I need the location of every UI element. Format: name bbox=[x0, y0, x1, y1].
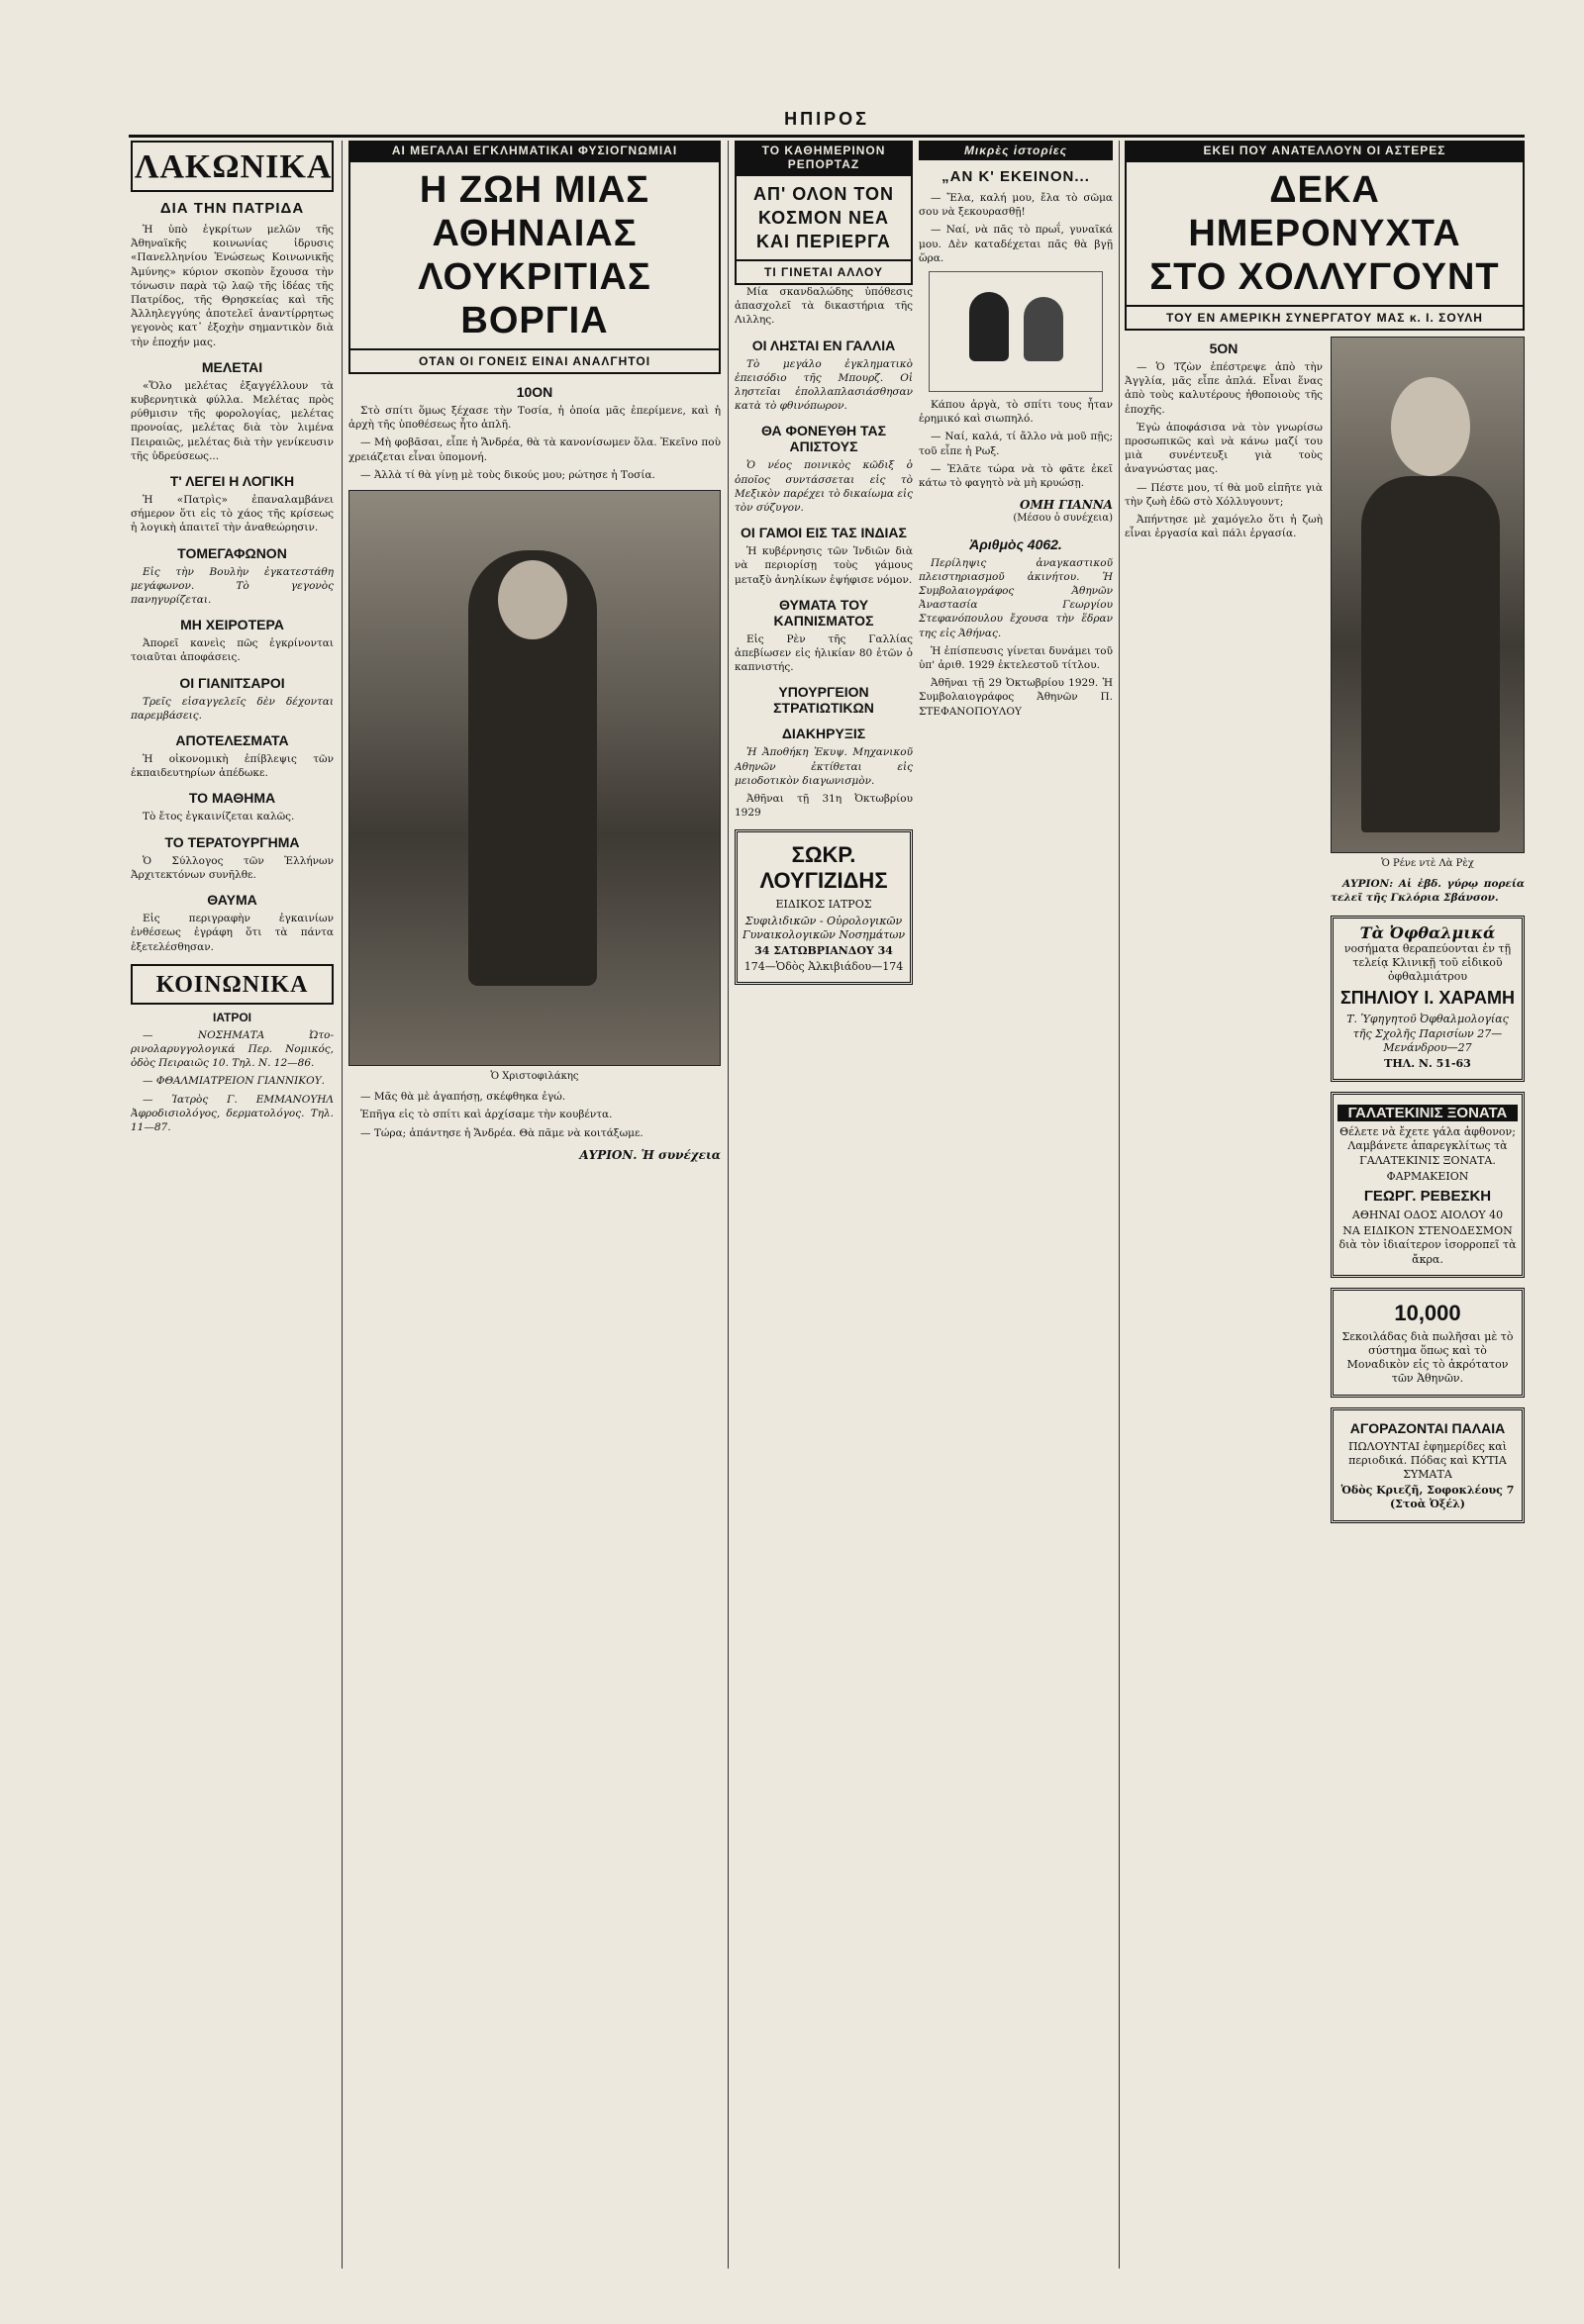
article-text: — Μᾶς θὰ μὲ ἀγαπήσῃ, σκέφθηκα ἐγώ. bbox=[360, 1091, 566, 1104]
article-text: Ἡ κυβέρνησις τῶν Ἰνδιῶν διὰ νὰ περιορίσῃ τοὺς γάμους μεταξὺ ἀνηλίκων ἐψήφισε νόμον. bbox=[735, 545, 913, 586]
article-text: — Τώρα; ἀπάντησε ἡ Ἄνδρέα. Θὰ πᾶμε νὰ κοιτάξωμε. bbox=[360, 1126, 644, 1139]
portrait-photo bbox=[348, 490, 721, 1066]
notice-date: Ἀθῆναι τῇ 31η Ὀκτωβρίου 1929 bbox=[735, 793, 913, 820]
article-text: Ἡ «Πατρὶς» ἐπαναλαμβάνει σήμερον ὅτι εἰς τὸ χάος τῆς κρίσεως ἡ λογικὴ ἀπαιτεῖ τὴν ἀναθεώρησιν. bbox=[131, 494, 334, 534]
notice-text: Ἡ ἐπίσπευσις γίνεται δυνάμει τοῦ ὑπ' ἀριθ. 1929 ἐκτελεστοῦ τίτλου. bbox=[919, 644, 1113, 672]
actor-body bbox=[1361, 476, 1500, 832]
ad-text: ΝΑ ΕΙΔΙΚΟΝ ΣΤΕΝΟΔΕΣΜΟΝ διὰ τὸν ἰδιαίτερον ἰσορροπεῖ τὰ ἄκρα. bbox=[1338, 1224, 1517, 1266]
article-text: Ἀπορεῖ κανεὶς πῶς ἐγκρίνονται τοιαῦται ἀποφάσεις. bbox=[131, 637, 334, 664]
subheadline: ΤΙ ΓΙΝΕΤΑΙ ΑΛΛΟΥ bbox=[735, 261, 913, 285]
hollywood-text-col bbox=[1125, 331, 1323, 1533]
article-text: Τὸ ἔτος ἐγκαινίζεται καλῶς. bbox=[143, 811, 295, 823]
story-text: — Ἐλᾶτε τώρα νὰ τὸ φᾶτε ἐκεῖ κάτω τὸ φαγητὸ νὰ μὴ κρυώσῃ. bbox=[919, 462, 1113, 490]
subheadline: ΟΤΑΝ ΟΙ ΓΟΝΕΙΣ ΕΙΝΑΙ ΑΝΑΛΓΗΤΟΙ bbox=[348, 350, 721, 374]
story-illustration bbox=[929, 271, 1103, 392]
article-title: ΘΥΜΑΤΑ ΤΟΥ ΚΑΠΝΙΣΜΑΤΟΣ bbox=[773, 596, 874, 629]
article-title: ΥΠΟΥΡΓΕΙΟΝ ΣΤΡΑΤΙΩΤΙΚΩΝ bbox=[773, 684, 874, 717]
ad-text: Συφιλιδικῶν - Οὐρολογικῶν Γυναικολογικῶν Νοσημάτων bbox=[742, 914, 906, 941]
ad-number: 10,000 bbox=[1394, 1300, 1461, 1325]
column-stories bbox=[919, 141, 1113, 2269]
ad-text: Σεκοιλάδας διὰ πωλῆσαι μὲ τὸ σύστημα ὅπως καὶ τὸ Μοναδικὸν εἰς τὸ ἀκρότατον τῶν Ἀθηνῶν. bbox=[1341, 1329, 1514, 1386]
ad-text: νοσήματα θεραπεύονται ἐν τῇ τελείᾳ Κλινικῇ τοῦ εἰδικοῦ ὀφθαλμιάτρου bbox=[1343, 941, 1512, 984]
classified-item: — Ἰατρὸς Γ. ΕΜΜΑΝΟΥΗΛ Ἀφροδισιολόγος, δερματολόγος. Τηλ. 11—87. bbox=[131, 1093, 334, 1133]
article-title: ΜΕΛΕΤΑΙ bbox=[201, 358, 263, 375]
hollywood-body bbox=[1125, 331, 1525, 1533]
subheadline: ΤΟΥ ΕΝ ΑΜΕΡΙΚΗ ΣΥΝΕΡΓΑΤΟΥ ΜΑΣ κ. Ι. ΣΟΥΛΗ bbox=[1125, 307, 1525, 331]
column-rule bbox=[1119, 141, 1120, 2269]
article-title: ΔΙΑ ΤΗΝ ΠΑΤΡΙΔΑ bbox=[159, 200, 305, 217]
article-text: Ἐπῆγα εἰς τὸ σπίτι καὶ ἀρχίσαμε τὴν κουβέντα. bbox=[360, 1109, 613, 1121]
ad-pharmacy: ΓΕΩΡΓ. ΡΕΒΕΣΚΗ bbox=[1363, 1188, 1492, 1206]
ad-name: ΣΩΚΡ. ΛΟΥΓΙΖΙΔΗΣ bbox=[759, 842, 888, 894]
story-author: ΟΜΗ ΓΙΑΝΝΑ bbox=[1020, 498, 1113, 513]
article-text: Τὸ μεγάλο ἐγκληματικὸ ἐπεισόδιο τῆς Μπουρζ. Οἱ ληστεῖαι ἐπολλαπλασιάσθησαν κατὰ τὸ φθινόπωρον. bbox=[735, 357, 913, 413]
column-lakonika bbox=[131, 141, 334, 2269]
ad-heading: Τὰ Ὀφθαλμικά bbox=[1359, 922, 1496, 942]
ad-address: 34 ΣΑΤΩΒΡΙΑΝΔΟΥ 34 bbox=[754, 944, 893, 958]
headline-line: ΔΕΚΑ ΗΜΕΡΟΝΥΧΤΑ bbox=[1188, 169, 1461, 254]
figure-face bbox=[498, 560, 567, 639]
headline-line: ΣΤΟ ΧΟΛΛΥΓΟΥΝΤ bbox=[1149, 256, 1500, 298]
ad-agorazontai bbox=[1331, 1407, 1525, 1523]
continued-note: ΑΥΡΙΟΝ. Ἡ συνέχεια bbox=[579, 1147, 721, 1162]
article-title: Τ' ΛΕΓΕΙ Η ΛΟΓΙΚΗ bbox=[169, 473, 295, 490]
classified-item: — ΝΟΣΗΜΑΤΑ Ὠτο-ρινολαρυγγολογικά Περ. Νομικός, ὁδὸς Πειραιῶς 10. Τηλ. Ν. 12—86. bbox=[131, 1028, 334, 1070]
article-text: Ἡ ὑπὸ ἐγκρίτων μελῶν τῆς Ἀθηναϊκῆς κοινωνίας ἱδρυσις «Πανελληνίου Ἑνώσεως Κοινωνικῆς Ἀμύνης» κύριον σκοπὸν ἔχουσα τὴν τόνωσιν παρὰ τῷ λαῷ τῆς ἰδέας τῆς Πατρίδος, τῆς Θρησκείας καὶ τῆς Ἀλληλεγγύης ἀποτελεῖ ἀναντίρρητως γεγονὸς κατ᾽ ἐξοχὴν σημαντικὸν διὰ τὴν ἐποχήν μας. bbox=[131, 224, 334, 348]
masthead-title: ΗΠΙΡΟΣ bbox=[784, 109, 869, 129]
child-figure bbox=[1024, 297, 1063, 361]
ad-address: Ὁδὸς Κριεζῆ, Σοφοκλέους 7 (Στοὰ Ὀξέλ) bbox=[1340, 1484, 1515, 1511]
article-title: ΤΟ ΤΕΡΑΤΟΥΡΓΗΜΑ bbox=[164, 833, 300, 850]
masthead bbox=[129, 109, 1525, 138]
section-title-koinonika: ΚΟΙΝΩΝΙΚΑ bbox=[131, 964, 334, 1005]
ad-phone: 174—Ὁδὸς Ἀλκιβιάδου—174 bbox=[743, 960, 904, 974]
chapter-label: 10ΟΝ bbox=[516, 384, 553, 400]
article-text: Εἰς τὴν Βουλὴν ἐγκατεστάθη μεγάφωνον. Τὸ γεγονὸς πανηγυρίζεται. bbox=[131, 565, 334, 607]
article-title: ΤΟ ΜΑΘΗΜΑ bbox=[188, 790, 276, 807]
ad-name: ΣΠΗΛΙΟΥ Ι. ΧΑΡΑΜΗ bbox=[1340, 988, 1515, 1009]
article-title: ΟΙ ΛΗΣΤΑΙ ΕΝ ΓΑΛΛΙΑ bbox=[751, 337, 896, 353]
column-loukritia bbox=[348, 141, 721, 2269]
photo-caption: Ὁ Χριστοφιλάκης bbox=[490, 1071, 579, 1083]
section-kicker: Μικρὲς ἱστορίες bbox=[919, 141, 1113, 160]
article-text: Μία σκανδαλώδης ὑπόθεσις ἀπασχολεῖ τὰ δικαστήρια τῆς Λιλλης. bbox=[735, 286, 913, 327]
article-text: — Πέστε μου, τί θὰ μοῦ εἰπῆτε γιὰ τὴν ζωὴ ἐδῶ στὸ Χόλλυγουντ; bbox=[1125, 481, 1323, 508]
notice-number: Ἀριθμὸς 4062. bbox=[969, 535, 1062, 552]
column-rule bbox=[342, 141, 343, 2269]
ad-lougizidis bbox=[735, 829, 913, 985]
article-text: «Ὅλο μελέτας ἐξαγγέλλουν τὰ κυβερνητικὰ φύλλα. Μελέτας πρὸς ρύθμισιν τῆς φορολογίας, μελέτας προνοίας, μελέτας διὰ τὸν λιμένα Πειραιῶς, μελέτας διὰ τὴν γενίκευσιν τῆς ὑδρεύσεως... bbox=[131, 379, 334, 462]
story-title: „ΑΝ Κ' ΕΚΕΙΝΟΝ... bbox=[941, 168, 1090, 185]
notice-text: Περίληψις ἀναγκαστικοῦ πλειστηριασμοῦ ἀκινήτου. Ἡ Συμβολαιογράφος Ἀθηνῶν Ἀναστασία Γεωργίου Στεφανόπουλου ἔχουσα τὴν ἕδραν της εἰς Ἀθήνας. bbox=[919, 556, 1113, 639]
headline-line: ΛΟΥΚΡΙΤΙΑΣ ΒΟΡΓΙΑ bbox=[418, 256, 651, 341]
ad-name: ΓΑΛΑΤΕΚΙΝΙΣ ΞΟΝΑΤΑ bbox=[1337, 1105, 1518, 1121]
section-kicker: ΤΟ ΚΑΘΗΜΕΡΙΝΟΝ ΡΕΠΟΡΤΑΖ bbox=[735, 141, 913, 174]
article-title: ΟΙ ΓΙΑΝΙΤΣΑΡΟΙ bbox=[179, 674, 285, 691]
classified-item: — ΦΘΑΛΜΙΑΤΡΕΙΟΝ ΓΙΑΝΝΙΚΟΥ. bbox=[143, 1075, 325, 1088]
notice-text: Ἀθῆναι τῇ 29 Ὀκτωβρίου 1929. Ἡ Συμβολαιογράφος Ἀθηνῶν Π. ΣΤΕΦΑΝΟΠΟΥΛΟΥ bbox=[919, 677, 1113, 718]
article-text: Ἀπήντησε μὲ χαμόγελο ὅτι ἡ ζωὴ εἶναι ἐργασία καὶ πάλι ἐργασία. bbox=[1125, 514, 1323, 540]
ad-galatekinis bbox=[1331, 1092, 1525, 1278]
article-text: Εἰς περιγραφὴν ἐγκαινίων ἐνθέσεως ἐγράφη ὅτι τὰ πάντα ἐξετελέσθησαν. bbox=[131, 913, 334, 953]
photo-caption: Ὁ Ρένε ντὲ Λὰ Ρὲχ bbox=[1381, 858, 1474, 869]
article-text: Ἐγὼ ἀποφάσισα νὰ τὸν γνωρίσω προσωπικῶς καὶ νὰ κάνω μαζί του μιὰ συνέντευξι γιὰ τοὺς ἀναγνώστας μας. bbox=[1125, 421, 1323, 476]
ad-text: Θέλετε νὰ ἔχετε γάλα ἀφθονον; Λαμβάνετε ἀπαρεγκλίτως τὰ ΓΑΛΑΤΕΚΙΝΙΣ ΞΟΝΑΤΑ. bbox=[1339, 1125, 1516, 1167]
article-title: ΟΙ ΓΑΜΟΙ ΕΙΣ ΤΑΣ ΙΝΔΙΑΣ bbox=[741, 525, 907, 541]
column-rule bbox=[728, 141, 729, 2269]
article-text: Τρεῖς εἰσαγγελεῖς δὲν δέχονται παρεμβάσεις. bbox=[131, 695, 334, 722]
story-text: — Ναί, καλά, τί ἄλλο νὰ μοῦ πῇς; τοῦ εἶπε ἡ Ρωξ. bbox=[919, 431, 1113, 457]
headline bbox=[348, 160, 721, 350]
ad-name: ΑΓΟΡΑΖΟΝΤΑΙ ΠΑΛΑΙΑ bbox=[1349, 1419, 1506, 1436]
article-title: ΘΑΥΜΑ bbox=[207, 892, 257, 909]
article-title: ΤΟΜΕΓΑΦΩΝΟΝ bbox=[177, 544, 287, 561]
continued-note: ΑΥΡΙΟΝ: Αἱ ἐβδ. γύρῳ πορεία τελεῖ τῆς Γκλόρια Σβάνσον. bbox=[1331, 878, 1525, 905]
ad-label: ΦΑΡΜΑΚΕΙΟΝ bbox=[1386, 1169, 1469, 1183]
headline bbox=[1125, 160, 1525, 307]
article-title: ΘΑ ΦΟΝΕΥΘΗ ΤΑΣ ΑΠΙΣΤΟΥΣ bbox=[760, 423, 887, 455]
ad-phone: ΤΗΛ. Ν. 51-63 bbox=[1384, 1057, 1471, 1071]
ad-address: ΑΘΗΝΑΙ ΟΔΟΣ ΑΙΟΛΟΥ 40 bbox=[1351, 1209, 1504, 1222]
ad-address: Τ. Ὑφηγητοῦ Ὀφθαλμολογίας τῆς Σχολῆς Παρισίων 27—Μενάνδρου—27 bbox=[1346, 1013, 1509, 1054]
story-text: Κάπου ἀργὰ, τὸ σπίτι τους ἦταν ἐρημικό καὶ σιωπηλό. bbox=[919, 399, 1113, 426]
section-kicker: ΕΚΕΙ ΠΟΥ ΑΝΑΤΕΛΛΟΥΝ ΟΙ ΑΣΤΕΡΕΣ bbox=[1125, 141, 1525, 160]
column-news bbox=[735, 141, 913, 2269]
story-note: (Μέσου ὁ συνέχεια) bbox=[1013, 513, 1113, 525]
article-title: ΜΗ ΧΕΙΡΟΤΕΡΑ bbox=[180, 617, 284, 633]
article-text: Ἡ Ἀποθήκη Ἐκυψ. Μηχανικοῦ Αθηνῶν ἐκτίθεται εἰς μειοδοτικὸν διαγωνισμὸν. bbox=[735, 746, 913, 787]
article-text: Εἰς Ρὲν τῆς Γαλλίας ἀπεβίωσεν εἰς ἡλικίαν 80 ἐτῶν ὁ καπνιστής. bbox=[735, 632, 913, 674]
article-title: ΑΠΟΤΕΛΕΣΜΑΤΑ bbox=[175, 732, 289, 749]
actor-photo bbox=[1331, 337, 1525, 853]
ad-text: ΠΩΛΟΥΝΤΑΙ ἐφημερίδες καὶ περιοδικά. Πόδας καὶ ΚΥΤΙΑ ΣΥΜΑΤΑ bbox=[1347, 1439, 1508, 1482]
hollywood-side-col bbox=[1331, 331, 1525, 1533]
story-text: — Ναί, νὰ πᾶς τὸ πρωΐ, γυναῖκά μου. Δὲν καταδέχεται πᾶς θὰ βγῇ ὥρα. bbox=[919, 224, 1113, 264]
section-title-lakonika: ΛΑΚΩΝΙΚΑ bbox=[131, 141, 334, 192]
article-text: Ἡ οἰκονομικὴ ἐπίβλεψις τῶν ἐκπαιδευτηρίων ἀπέδωκε. bbox=[131, 753, 334, 780]
actor-face bbox=[1391, 377, 1470, 476]
article-text: Στὸ σπίτι ὅμως ξέχασε τὴν Τοσία, ἡ ὁποία μᾶς ἐπερίμενε, καὶ ἡ ἀρχὴ τῆς ὑποθέσεως ἦτο ἁπλῆ. bbox=[348, 405, 721, 432]
headline: ΑΠ' ΟΛΟΝ ΤΟΝ ΚΟΣΜΟΝ ΝΕΑ ΚΑΙ ΠΕΡΙΕΡΓΑ bbox=[735, 174, 913, 261]
article-text: Ὁ νέος ποινικὸς κῶδιξ ὁ ὁποῖος συντάσσεται εἰς τὸ Μεξικὸν παρέχει τὸ δικαίωμα εἰς τὸν σύζυγον. bbox=[735, 459, 913, 515]
section-kicker: ΑΙ ΜΕΓΑΛΑΙ ΕΓΚΛΗΜΑΤΙΚΑΙ ΦΥΣΙΟΓΝΩΜΙΑΙ bbox=[348, 141, 721, 160]
chapter-label: 5ΟΝ bbox=[1209, 340, 1238, 356]
child-figure bbox=[969, 292, 1009, 361]
article-text: — Ἀλλὰ τί θὰ γίνῃ μὲ τοὺς δικούς μου; ρώτησε ἡ Τοσία. bbox=[360, 468, 655, 481]
article-text: — Μὴ φοβᾶσαι, εἶπε ἡ Ἄνδρέα, θὰ τὰ κανονίσωμεν ὅλα. Ἐκεῖνο ποὺ χρειάζεται εἶναι ὑπομονή. bbox=[348, 436, 721, 463]
article-text: — Ὁ Τζὼν ἐπέστρεψε ἀπὸ τὴν Ἀγγλία, μᾶς εἶπε ἀπλά. Εἶναι ἕνας ἀπὸ τοὺς καλυτέρους ἠθοποιοὺς τῆς ἐποχῆς. bbox=[1125, 361, 1323, 416]
article-title: ΔΙΑΚΗΡΥΞΙΣ bbox=[781, 726, 866, 742]
ad-role: ΕΙΔΙΚΟΣ ΙΑΤΡΟΣ bbox=[775, 898, 872, 912]
column-hollywood bbox=[1125, 141, 1525, 2269]
section-subtitle: ΙΑΤΡΟΙ bbox=[212, 1010, 251, 1024]
ad-10000 bbox=[1331, 1288, 1525, 1398]
article-text: Ὁ Σύλλογος τῶν Ἑλλήνων Ἀρχιτεκτόνων συνῆλθε. bbox=[131, 854, 334, 881]
headline-line: Η ΖΩΗ ΜΙΑΣ ΑΘΗΝΑΙΑΣ bbox=[419, 169, 650, 254]
story-text: — Ἔλα, καλή μου, ἔλα τὸ σῶμα σου νὰ ξεκουρασθῇ! bbox=[919, 192, 1113, 219]
ad-charami bbox=[1331, 916, 1525, 1083]
